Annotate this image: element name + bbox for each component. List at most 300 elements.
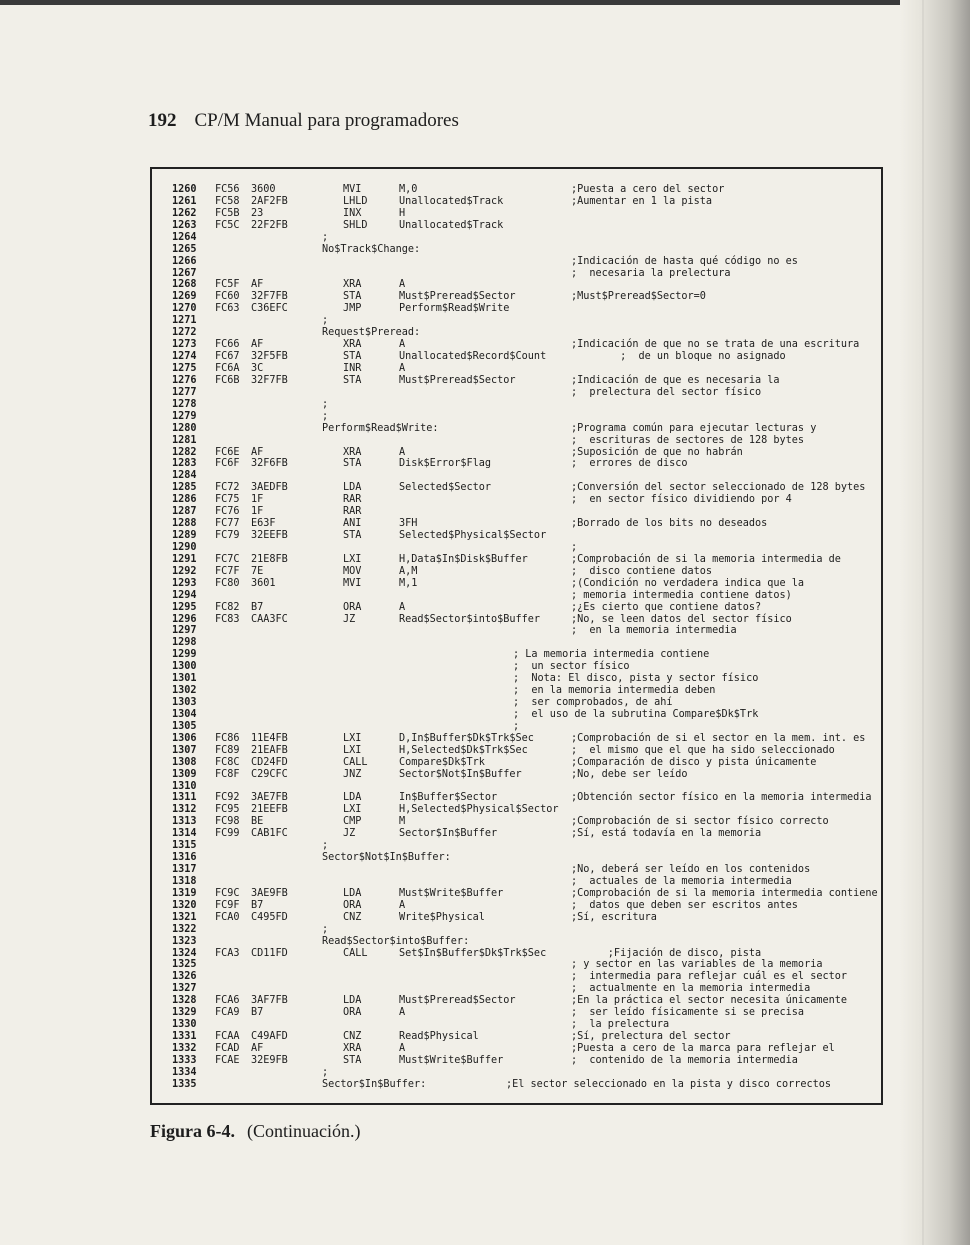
line-number: 1306: [172, 732, 197, 744]
address: FC67: [215, 351, 240, 362]
opcode: LDA: [343, 482, 362, 494]
object-code: B7: [251, 1007, 264, 1019]
line-number: 1308: [172, 756, 197, 768]
address: FC63: [215, 303, 240, 315]
operand: A: [399, 1007, 406, 1019]
listing-row: [152, 232, 885, 244]
opcode: LHLD: [343, 195, 368, 207]
listing-row: [152, 303, 885, 315]
opcode: JZ: [343, 613, 356, 625]
opcode: RAR: [343, 494, 362, 506]
block-comment: ; Nota: El disco, pista y sector físico: [513, 673, 759, 685]
comment: ;Comprobación de si la memoria intermedia contiene: [571, 887, 878, 899]
opcode: LXI: [343, 804, 362, 816]
address: FC60: [215, 291, 240, 303]
line-number: 1262: [172, 207, 197, 219]
line-number: 1268: [172, 279, 197, 291]
address: FC5F: [215, 279, 240, 291]
listing-row: [152, 936, 885, 948]
listing-row: [152, 769, 885, 781]
object-code: CAB1FC: [251, 828, 288, 840]
line-number: 1324: [172, 947, 197, 959]
address: FC98: [215, 816, 240, 828]
operand: Write$Physical: [399, 911, 485, 923]
listing-row: [152, 888, 885, 900]
listing-row: [152, 494, 885, 506]
line-number: 1311: [172, 792, 197, 804]
object-code: 3AEDFB: [251, 482, 288, 494]
line-number: 1274: [172, 351, 197, 362]
label: ;: [322, 840, 329, 852]
listing-row: [152, 757, 885, 769]
listing-row: [152, 291, 885, 303]
listing-row: [152, 363, 885, 375]
object-code: 32F7FB: [251, 374, 288, 386]
opcode: XRA: [343, 446, 362, 458]
code-listing-frame: [150, 167, 883, 1105]
label: Read$Sector$into$Buffer:: [322, 935, 470, 947]
line-number: 1269: [172, 291, 197, 303]
figure-number: Figura 6-4.: [150, 1121, 235, 1141]
page-edge-line: [922, 0, 924, 1245]
address: FC6F: [215, 458, 240, 470]
listing-row: [152, 244, 885, 256]
listing-row: [152, 506, 885, 518]
object-code: 21EEFB: [251, 804, 288, 816]
operand: H,Data$In$Disk$Buffer: [399, 553, 528, 565]
line-number: 1328: [172, 995, 197, 1007]
comment: ;Indicación de hasta qué código no es: [571, 255, 798, 267]
comment: ; en la memoria intermedia: [571, 625, 737, 637]
line-number: 1285: [172, 482, 197, 494]
comment: ;Puesta a cero de la marca para reflejar el: [571, 1043, 835, 1054]
operand: Unallocated$Track: [399, 195, 504, 207]
listing-row: [152, 709, 885, 721]
comment: ; en sector físico dividiendo por 4: [571, 494, 792, 506]
line-number: 1271: [172, 315, 197, 327]
opcode: LDA: [343, 995, 362, 1007]
comment: ;No, debe ser leído: [571, 768, 688, 780]
comment: ;Sí, escritura: [571, 911, 657, 923]
line-number: 1318: [172, 875, 197, 887]
listing-row: [152, 661, 885, 673]
opcode: MVI: [343, 577, 362, 589]
opcode: CMP: [343, 816, 362, 828]
listing-row: [152, 411, 885, 423]
object-code: 32EEFB: [251, 530, 288, 541]
listing-row: [152, 566, 885, 578]
listing-row: [152, 375, 885, 387]
address: FC79: [215, 530, 240, 541]
address: FC76: [215, 506, 240, 518]
object-code: 3AF7FB: [251, 995, 288, 1007]
comment: ;Sí, está todavía en la memoria: [571, 828, 762, 840]
address: FC75: [215, 494, 240, 506]
address: FCAD: [215, 1043, 240, 1054]
comment: ; la prelectura: [571, 1019, 670, 1031]
label: ;: [322, 315, 329, 327]
label: ;: [322, 231, 329, 243]
block-comment: ; un sector físico: [513, 661, 630, 673]
listing-row: [152, 196, 885, 208]
comment: ; actuales de la memoria intermedia: [571, 875, 792, 887]
comment: ;Sí, prelectura del sector: [571, 1031, 731, 1042]
operand: Unallocated$Track: [399, 219, 504, 231]
opcode: LXI: [343, 732, 362, 744]
line-number: 1280: [172, 422, 197, 434]
block-comment: ; el uso de la subrutina Compare$Dk$Trk: [513, 708, 759, 720]
operand: H,Selected$Physical$Sector: [399, 804, 559, 816]
listing-row: [152, 578, 885, 590]
operand: Sector$In$Buffer: [399, 828, 498, 840]
listing-row: [152, 959, 885, 971]
listing-row: [152, 268, 885, 280]
listing-row: [152, 530, 885, 542]
line-number: 1312: [172, 804, 197, 816]
line-number: 1314: [172, 828, 197, 840]
line-number: 1283: [172, 458, 197, 470]
line-number: 1326: [172, 971, 197, 983]
line-number: 1320: [172, 899, 197, 911]
address: FC7C: [215, 553, 240, 565]
label: Request$Preread:: [322, 327, 421, 339]
object-code: 32F6FB: [251, 458, 288, 470]
line-number: 1304: [172, 708, 197, 720]
listing-row: [152, 876, 885, 888]
comment: ;Indicación de que no se trata de una escritura: [571, 339, 860, 351]
opcode: LDA: [343, 792, 362, 804]
operand: Read$Sector$into$Buffer: [399, 613, 541, 625]
listing-row: [152, 327, 885, 339]
address: FC8C: [215, 756, 240, 768]
address: FC72: [215, 482, 240, 494]
operand: M,1: [399, 577, 418, 589]
address: FCA6: [215, 995, 240, 1007]
object-code: 32F5FB: [251, 351, 288, 362]
comment: ; de un bloque no asignado: [571, 351, 786, 362]
comment: ; prelectura del sector físico: [571, 386, 762, 398]
operand: Must$Preread$Sector: [399, 291, 516, 303]
comment: ;Comprobación de si sector físico correcto: [571, 816, 829, 828]
comment: ; errores de disco: [571, 458, 688, 470]
object-code: AF: [251, 339, 264, 351]
operand: Perform$Read$Write: [399, 303, 510, 315]
object-code: C29CFC: [251, 768, 288, 780]
comment: ; datos que deben ser escritos antes: [571, 899, 798, 911]
line-number: 1275: [172, 362, 197, 374]
listing-row: [152, 435, 885, 447]
line-number: 1278: [172, 398, 197, 410]
address: FC77: [215, 518, 240, 529]
opcode: RAR: [343, 506, 362, 518]
address: FC6B: [215, 374, 240, 386]
listing-row: [152, 256, 885, 268]
operand: H,Selected$Dk$Trk$Sec: [399, 744, 528, 756]
line-number: 1297: [172, 625, 197, 637]
line-number: 1263: [172, 219, 197, 231]
object-code: 3600: [251, 184, 276, 195]
label: ;: [322, 398, 329, 410]
line-number: 1334: [172, 1066, 197, 1078]
line-number: 1264: [172, 231, 197, 243]
operand: A: [399, 446, 406, 458]
listing-row: [152, 590, 885, 602]
comment: ;Programa común para ejecutar lecturas y: [571, 422, 817, 434]
line-number: 1266: [172, 255, 197, 267]
operand: Sector$Not$In$Buffer: [399, 768, 522, 780]
opcode: STA: [343, 351, 362, 362]
line-number: 1299: [172, 649, 197, 661]
line-number: 1272: [172, 327, 197, 339]
block-comment: ; en la memoria intermedia deben: [513, 685, 716, 697]
comment: ;Puesta a cero del sector: [571, 184, 725, 195]
line-number: 1331: [172, 1031, 197, 1042]
address: FC80: [215, 577, 240, 589]
object-code: 3C: [251, 362, 264, 374]
line-number: 1277: [172, 386, 197, 398]
operand: Must$Write$Buffer: [399, 1054, 504, 1066]
block-comment: ; La memoria intermedia contiene: [513, 649, 710, 661]
opcode: XRA: [343, 339, 362, 351]
comment: ;Comprobación de si el sector en la mem. int. es: [571, 732, 866, 744]
object-code: CAA3FC: [251, 613, 288, 625]
listing-row: [152, 554, 885, 566]
operand: In$Buffer$Sector: [399, 792, 498, 804]
address: FC92: [215, 792, 240, 804]
opcode: JNZ: [343, 768, 362, 780]
page-number: 192: [148, 110, 177, 131]
comment: ; escrituras de sectores de 128 bytes: [571, 434, 805, 446]
line-number: 1327: [172, 983, 197, 995]
opcode: JMP: [343, 303, 362, 315]
line-number: 1316: [172, 852, 197, 864]
operand: Must$Write$Buffer: [399, 887, 504, 899]
listing-row: [152, 387, 885, 399]
object-code: 3601: [251, 577, 276, 589]
object-code: 2AF2FB: [251, 195, 288, 207]
line-number: 1330: [172, 1019, 197, 1031]
listing-row: [152, 637, 885, 649]
object-code: 22F2FB: [251, 219, 288, 231]
address: FCA0: [215, 911, 240, 923]
object-code: AF: [251, 279, 264, 291]
line-number: 1288: [172, 518, 197, 529]
operand: A: [399, 899, 406, 911]
opcode: LXI: [343, 744, 362, 756]
address: FC86: [215, 732, 240, 744]
opcode: ANI: [343, 518, 362, 529]
listing-row: [152, 983, 885, 995]
comment: ;Indicación de que es necesaria la: [571, 374, 780, 386]
opcode: LXI: [343, 553, 362, 565]
operand: Disk$Error$Flag: [399, 458, 492, 470]
listing-row: [152, 339, 885, 351]
label: ;: [322, 923, 329, 935]
object-code: 3AE9FB: [251, 887, 288, 899]
comment: ;Comparación de disco y pista únicamente: [571, 756, 817, 768]
object-code: AF: [251, 1043, 264, 1054]
operand: A: [399, 601, 406, 613]
comment: ;Suposición de que no habrán: [571, 446, 743, 458]
listing-row: [152, 912, 885, 924]
listing-row: [152, 1019, 885, 1031]
comment: ;¿Es cierto que contiene datos?: [571, 601, 762, 613]
operand: H: [399, 207, 406, 219]
line-number: 1301: [172, 673, 197, 685]
line-number: 1281: [172, 434, 197, 446]
operand: Must$Preread$Sector: [399, 995, 516, 1007]
opcode: STA: [343, 458, 362, 470]
listing-row: [152, 518, 885, 530]
listing-row: [152, 697, 885, 709]
comment: ; intermedia para reflejar cuál es el sector: [571, 971, 848, 983]
address: FCA3: [215, 947, 240, 959]
opcode: INX: [343, 207, 362, 219]
listing-row: [152, 315, 885, 327]
comment: ;Aumentar en 1 la pista: [571, 195, 713, 207]
line-number: 1300: [172, 661, 197, 673]
line-number: 1265: [172, 243, 197, 255]
listing-row: [152, 614, 885, 626]
line-number: 1307: [172, 744, 197, 756]
listing-row: [152, 792, 885, 804]
operand: Compare$Dk$Trk: [399, 756, 485, 768]
object-code: B7: [251, 899, 264, 911]
line-number: 1322: [172, 923, 197, 935]
listing-row: [152, 828, 885, 840]
opcode: ORA: [343, 899, 362, 911]
listing-row: [152, 1031, 885, 1043]
operand: Selected$Sector: [399, 482, 492, 494]
operand: A: [399, 1043, 406, 1054]
operand: A,M: [399, 565, 418, 577]
line-number: 1317: [172, 864, 197, 875]
address: FC9F: [215, 899, 240, 911]
listing-row: [152, 804, 885, 816]
line-number: 1261: [172, 195, 197, 207]
line-number: 1279: [172, 410, 197, 422]
comment: ;El sector seleccionado en la pista y disco correctos: [506, 1078, 832, 1090]
operand: A: [399, 362, 406, 374]
line-number: 1293: [172, 577, 197, 589]
listing-row: [152, 351, 885, 363]
line-number: 1290: [172, 541, 197, 553]
operand: Selected$Physical$Sector: [399, 530, 547, 541]
opcode: MVI: [343, 184, 362, 195]
comment: ;: [571, 541, 578, 553]
line-number: 1296: [172, 613, 197, 625]
listing-row: [152, 1043, 885, 1055]
label: Sector$Not$In$Buffer:: [322, 852, 451, 864]
opcode: STA: [343, 530, 362, 541]
line-number: 1291: [172, 553, 197, 565]
address: FCAE: [215, 1054, 240, 1066]
operand: A: [399, 279, 406, 291]
opcode: LDA: [343, 887, 362, 899]
opcode: STA: [343, 1054, 362, 1066]
address: FC99: [215, 828, 240, 840]
listing-row: [152, 733, 885, 745]
line-number: 1303: [172, 697, 197, 708]
line-number: 1313: [172, 816, 197, 828]
listing-row: [152, 673, 885, 685]
opcode: XRA: [343, 1043, 362, 1054]
line-number: 1321: [172, 911, 197, 923]
label: ;: [322, 410, 329, 422]
address: FCAA: [215, 1031, 240, 1042]
listing-row: [152, 184, 885, 196]
comment: ; contenido de la memoria intermedia: [571, 1054, 798, 1066]
object-code: 1F: [251, 506, 264, 518]
object-code: AF: [251, 446, 264, 458]
listing-row: [152, 721, 885, 733]
opcode: CNZ: [343, 1031, 362, 1042]
comment: ;Borrado de los bits no deseados: [571, 518, 768, 529]
listing-row: [152, 220, 885, 232]
line-number: 1287: [172, 506, 197, 518]
listing-row: [152, 745, 885, 757]
line-number: 1323: [172, 935, 197, 947]
listing-row: [152, 924, 885, 936]
object-code: B7: [251, 601, 264, 613]
listing-row: [152, 279, 885, 291]
line-number: 1333: [172, 1054, 197, 1066]
address: FCA9: [215, 1007, 240, 1019]
operand: M,0: [399, 184, 418, 195]
opcode: STA: [343, 291, 362, 303]
comment: ;No, se leen datos del sector físico: [571, 613, 792, 625]
line-number: 1325: [172, 959, 197, 971]
opcode: SHLD: [343, 219, 368, 231]
listing-row: [152, 625, 885, 637]
label: Sector$In$Buffer:: [322, 1078, 427, 1090]
operand: Must$Preread$Sector: [399, 374, 516, 386]
listing-row: [152, 458, 885, 470]
line-number: 1295: [172, 601, 197, 613]
operand: Read$Physical: [399, 1031, 479, 1042]
opcode: MOV: [343, 565, 362, 577]
page-top-edge: [0, 0, 970, 5]
listing-row: [152, 649, 885, 661]
comment: ; el mismo que el que ha sido seleccionado: [571, 744, 835, 756]
comment: ;Comprobación de si la memoria intermedia de: [571, 553, 841, 565]
line-number: 1335: [172, 1078, 197, 1090]
object-code: 3AE7FB: [251, 792, 288, 804]
page-header: [148, 110, 459, 132]
label: No$Track$Change:: [322, 243, 421, 255]
listing-row: [152, 423, 885, 435]
listing-row: [152, 864, 885, 876]
listing-row: [152, 781, 885, 793]
listing-row: [152, 1067, 885, 1079]
comment: ; actualmente en la memoria intermedia: [571, 983, 811, 995]
address: FC82: [215, 601, 240, 613]
line-number: 1267: [172, 267, 197, 279]
object-code: CD24FD: [251, 756, 288, 768]
comment: ;(Condición no verdadera indica que la: [571, 577, 805, 589]
address: FC5C: [215, 219, 240, 231]
listing-row: [152, 447, 885, 459]
line-number: 1282: [172, 446, 197, 458]
line-number: 1260: [172, 184, 197, 195]
object-code: 1F: [251, 494, 264, 506]
object-code: C49AFD: [251, 1031, 288, 1042]
book-spine-shadow: [900, 0, 970, 1245]
address: FC89: [215, 744, 240, 756]
comment: ;Fijación de disco, pista: [571, 947, 762, 959]
object-code: 7E: [251, 565, 264, 577]
line-number: 1270: [172, 303, 197, 315]
